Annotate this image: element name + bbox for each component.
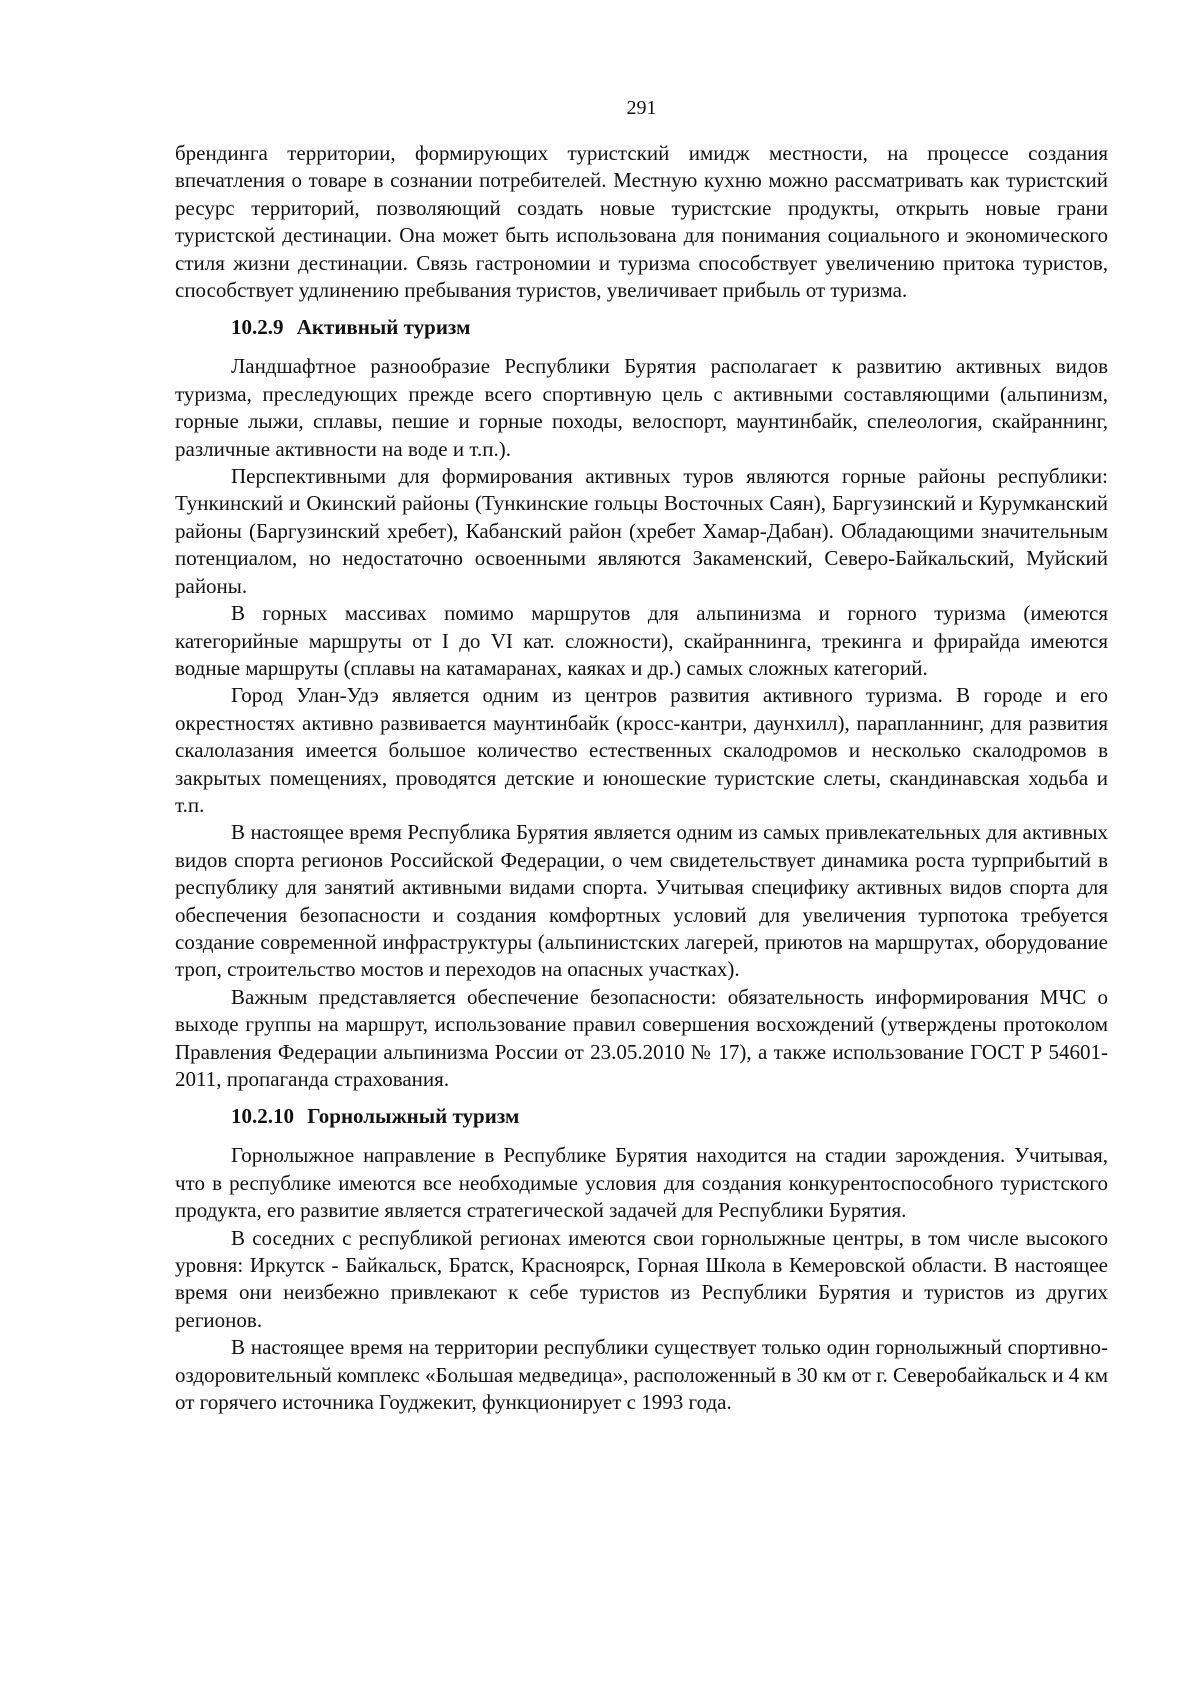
paragraph: Горнолыжное направление в Республике Бурятия находится на стадии зарождения. Учитывая, что в республике имеются все необходимые условия для создания конкурентоспособного туристского продукта, его развитие является стратегической задачей для Республики Бурятия. — [175, 1143, 1108, 1223]
paragraph: В настоящее время на территории республики существует только один горнолыжный спортивно-оздоровительный комплекс «Большая медведица», расположенный в 30 км от г. Северобайкальск и 4 км от горячего источника Гоуджекит, функционирует с 1993 года. — [175, 1335, 1108, 1415]
paragraph: В соседних с республикой регионах имеются свои горнолыжные центры, в том числе высокого уровня: Иркутск - Байкальск, Братск, Красноярск, Горная Школа в Кемеровской области. В настоящее время они неизбежно привлекают к себе туристов из Республики Бурятия и туристов из других регионов. — [175, 1225, 1108, 1332]
paragraph: Город Улан-Удэ является одним из центров развития активного туризма. В городе и его окрестностях активно развивается маунтинбайк (кросс-кантри, даунхилл), парапланнинг, для развития скалолазания имеется большое количество естественных скалодромов и несколько скалодромов в закрытых помещениях, проводятся детские и юношеские туристские слеты, скандинавская ходьба и т.п. — [175, 683, 1108, 817]
paragraph: Ландшафтное разнообразие Республики Бурятия располагает к развитию активных видов туризма, преследующих прежде всего спортивную цель с активными составляющими (альпинизм, горные лыжи, сплавы, пешие и горные походы, велоспорт, маунтинбайк, спелеология, скайраннинг, различные активности на воде и т.п.). — [175, 354, 1108, 461]
section-title: Горнолыжный туризм — [307, 1104, 520, 1129]
paragraph-intro: брендинга территории, формирующих туристский имидж местности, на процессе создания впечатления о товаре в сознании потребителей. Местную кухню можно рассматривать как туристский ресурс территорий, позволяющий создать новые туристские продукты, открыть новые грани туристской дестинации. Она может быть использована для понимания социального и экономического стиля жизни дестинации. Связь гастрономии и туризма способствует увеличению притока туристов, способствует удлинению пребывания туристов, увеличивает прибыль от туризма. — [175, 141, 1108, 303]
section-heading-ski-tourism — [231, 1103, 1108, 1130]
document-page — [175, 96, 1108, 1416]
paragraph: Перспективными для формирования активных туров являются горные районы республики: Тункинский и Окинский районы (Тункинские гольцы Восточных Саян), Баргузинский и Курумканский районы (Баргузинский хребет), Кабанский район (хребет Хамар-Дабан). Обладающими значительным потенциалом, но недостаточно освоенными являются Закаменский, Северо-Байкальский, Муйский районы. — [175, 464, 1108, 598]
section-number: 10.2.9 — [231, 315, 284, 340]
paragraph: Важным представляется обеспечение безопасности: обязательность информирования МЧС о выходе группы на маршрут, использование правил совершения восхождений (утверждены протоколом Правления Федерации альпинизма России от 23.05.2010 № 17), а также использование ГОСТ Р 54601-2011, пропаганда страхования. — [175, 984, 1108, 1091]
paragraph: В настоящее время Республика Бурятия является одним из самых привлекательных для активных видов спорта регионов Российской Федерации, о чем свидетельствует динамика роста турприбытий в республику для занятий активными видами спорта. Учитывая специфику активных видов спорта для обеспечения безопасности и создания комфортных условий для увеличения турпотока требуется создание современной инфраструктуры (альпинистских лагерей, приютов на маршрутах, оборудование троп, строительство мостов и переходов на опасных участках). — [175, 820, 1108, 982]
paragraph: В горных массивах помимо маршрутов для альпинизма и горного туризма (имеются категорийные маршруты от I до VI кат. сложности), скайраннинга, трекинга и фрирайда имеются водные маршруты (сплавы на катамаранах, каяках и др.) самых сложных категорий. — [175, 601, 1108, 680]
page-number: 291 — [626, 97, 657, 119]
section-title: Активный туризм — [296, 315, 471, 340]
section-number: 10.2.10 — [231, 1104, 294, 1129]
section-heading-active-tourism — [231, 314, 1108, 341]
